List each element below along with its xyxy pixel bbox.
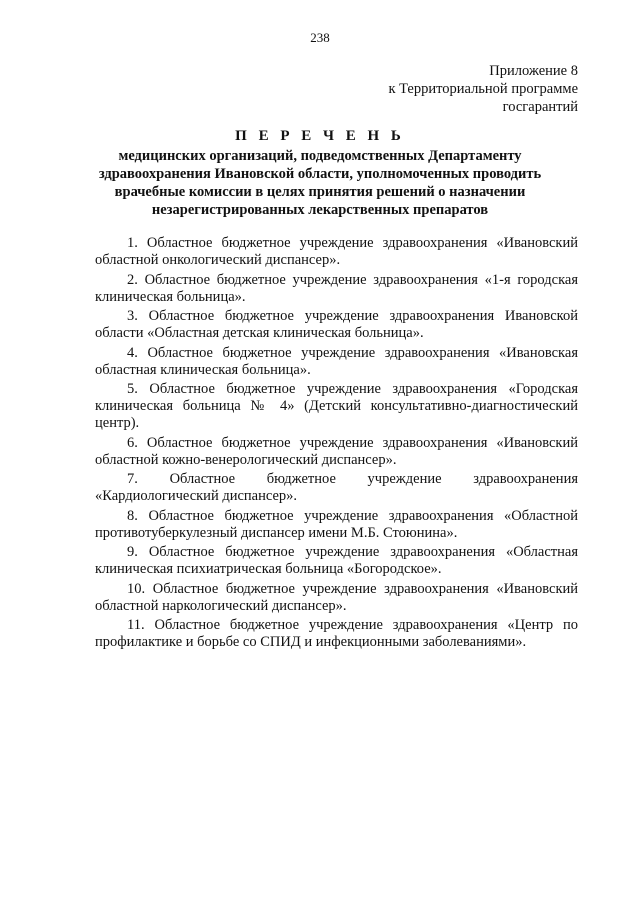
item-text: Областное бюджетное учреждение здравоохранения «Ивановский областной онкологический диспансер».: [95, 235, 578, 268]
title-line-3: врачебные комиссии в целях принятия решений о назначении: [114, 184, 526, 200]
list-item: [95, 544, 578, 578]
appendix-line-3: госгарантий: [502, 99, 578, 115]
item-text: Областное бюджетное учреждение здравоохранения «Городская клиническая больница № 4» (Детский консультативно-диагностический центр).: [95, 381, 578, 431]
item-text: Областное бюджетное учреждение здравоохранения «Кардиологический диспансер».: [95, 471, 578, 504]
item-text: Областное бюджетное учреждение здравоохранения «Центр по профилактике и борьбе со СПИД и инфекционными заболеваниями».: [95, 617, 578, 650]
list-item: [95, 508, 578, 542]
appendix-line-1: Приложение 8: [489, 63, 578, 79]
list-item: [95, 345, 578, 379]
title-subtitle: [70, 147, 570, 219]
title-main: П Е Р Е Ч Е Н Ь: [235, 128, 405, 144]
item-text: Областное бюджетное учреждение здравоохранения «1-я городская клиническая больница».: [95, 271, 578, 305]
item-number: 7.: [127, 471, 138, 487]
item-number: 10.: [127, 580, 146, 597]
item-number: 1.: [127, 235, 138, 251]
title-line-4: незарегистрированных лекарственных препаратов: [151, 202, 489, 218]
list-item: [95, 617, 578, 651]
title-line-1: медицинских организаций, подведомственных Департаменту: [118, 148, 522, 164]
item-text: Областное бюджетное учреждение здравоохранения «Областная клиническая психиатрическая больница «Богородское».: [95, 544, 578, 577]
list-item: [95, 272, 578, 306]
list-item: [95, 581, 578, 615]
list-item: [95, 308, 578, 342]
item-number: 5.: [127, 381, 138, 397]
item-text: Областное бюджетное учреждение здравоохранения Ивановской области «Областная детская клиническая больница».: [95, 308, 579, 341]
list-item: [95, 471, 578, 505]
item-number: 9.: [127, 544, 138, 560]
item-number: 3.: [127, 308, 138, 324]
item-text: Областное бюджетное учреждение здравоохранения «Ивановский областной кожно-венерологический диспансер».: [95, 434, 578, 468]
list-item: [95, 235, 578, 269]
item-text: Областное бюджетное учреждение здравоохранения «Ивановский областной наркологический диспансер».: [95, 580, 579, 614]
item-number: 8.: [127, 507, 138, 524]
item-text: Областное бюджетное учреждение здравоохранения «Ивановская областная клиническая больница».: [95, 344, 578, 378]
item-number: 11.: [127, 617, 145, 633]
appendix-line-2: к Территориальной программе: [388, 81, 578, 97]
item-number: 2.: [127, 271, 138, 288]
list-item: [95, 435, 578, 469]
list-item: [95, 381, 578, 432]
item-text: Областное бюджетное учреждение здравоохранения «Областной противотуберкулезный диспансер имени М.Б. Стоюнина».: [95, 507, 578, 541]
item-number: 6.: [127, 434, 138, 451]
document-title: [70, 128, 570, 219]
organization-list: [95, 235, 578, 654]
title-line-2: здравоохранения Ивановской области, уполномоченных проводить: [98, 166, 542, 182]
page-number: 238: [310, 30, 330, 45]
item-number: 4.: [127, 344, 138, 361]
appendix-header: [318, 62, 578, 116]
